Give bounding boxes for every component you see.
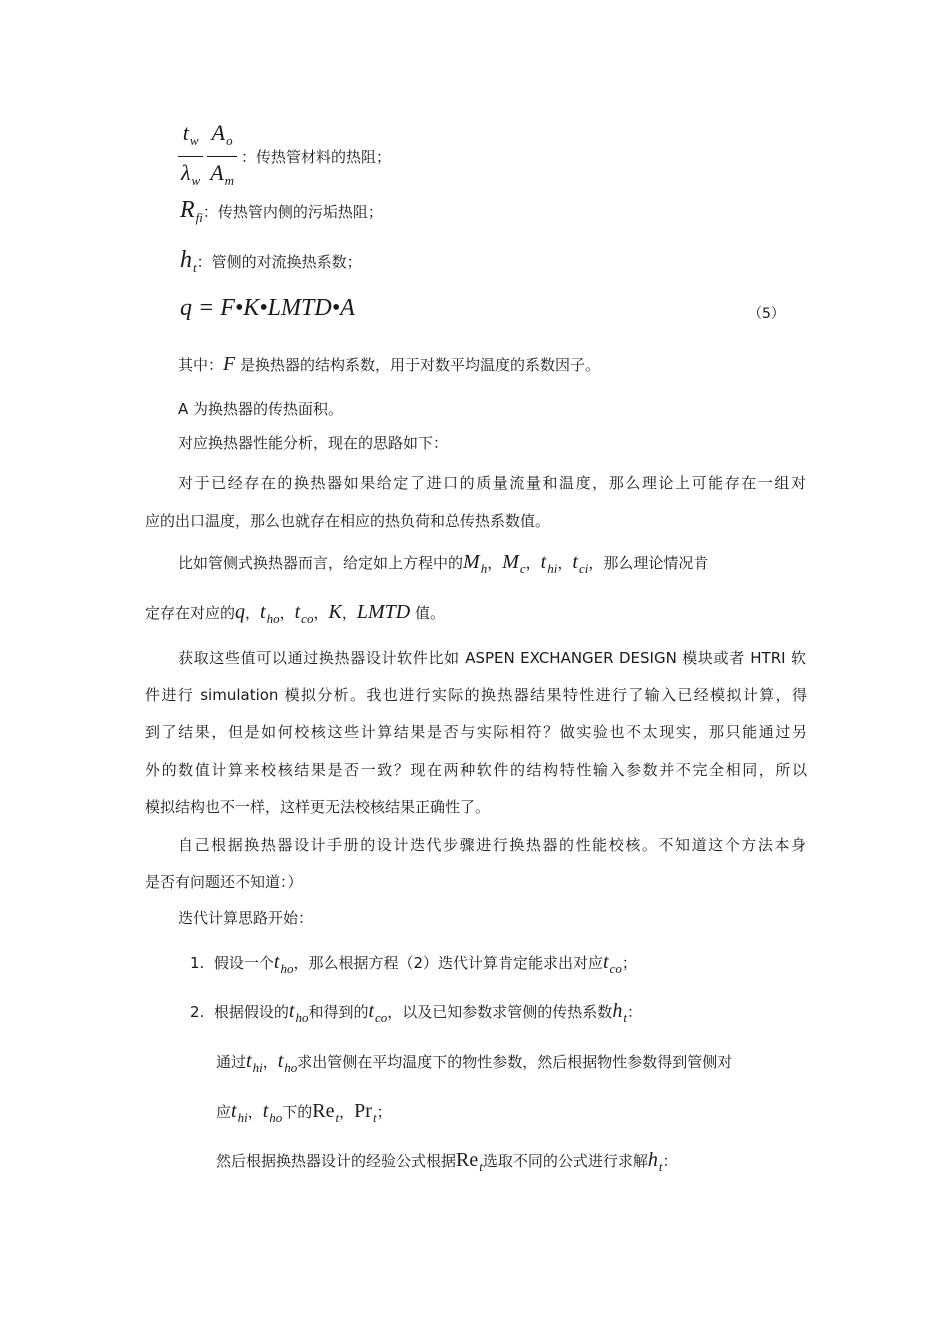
paragraph-6-line-5: 模拟结构也不一样，这样更无法校核结果正确性了。 [145,798,491,816]
wall-resistance-label: ：传热管材料的热阻； [241,148,392,166]
tco-symbol: $t_{co}$ [368,1000,388,1025]
f-definition-prefix: 其中： [178,356,224,374]
list-item-1-text-c: ； [621,954,637,972]
paragraph-6-line-1: 获取这些值可以通过换热器设计软件比如 ASPEN EXCHANGER DESIGN 模块或者 HTRI 软 [178,649,806,667]
sub-paragraph-3-text-c: ： [662,1152,678,1170]
paragraph-5-line-1: 比如管侧式换热器而言，给定如上方程中的$M_h$，$M_c$，$t_{hi}$，$t_{ci}$，那么理论情况肯 [178,551,709,576]
tho-symbol: $t_{ho}$ [273,951,294,976]
iteration-heading: 迭代计算思路开始： [178,909,314,927]
area-definition: A 为换热器的传热面积。 [178,400,344,418]
re-symbol: $Re_t$ [312,1100,340,1125]
paragraph-5-line-2-prefix: 定存在对应的 [145,604,236,622]
tho-symbol: $t_{ho}$ [288,1000,309,1025]
list-item-2 [190,1001,642,1028]
ht-symbol: $h_t$ [647,1149,663,1174]
f-definition-text: 是换热器的结构系数，用于对数平均温度的系数因子。 [240,356,601,374]
pr-symbol: $Pr_t$ [354,1100,377,1125]
paragraph-5-line-2: 定存在对应的q，$t_{ho}$，$t_{co}$，K，LMTD 值。 [145,601,445,626]
list-item-1-text-a: 假设一个 [213,954,274,972]
sub-paragraph-1-text-a: 通过 [216,1053,247,1071]
sub-paragraph-1: 通过$t_{hi}$，$t_{ho}$求出管侧在平均温度下的物性参数，然后根据物性参数得到管侧对 [216,1050,733,1075]
equation-number: （5） [748,306,785,322]
equation-5: q = F•K•LMTD•A [180,295,355,321]
analysis-intro: 对应换热器性能分析，现在的思路如下： [178,434,449,452]
sub-paragraph-3-text-b: 选取不同的公式进行求解 [482,1152,648,1170]
sub-paragraph-2-text-b: 下的 [282,1103,313,1121]
ht-symbol: $h_t$ [180,247,197,275]
list-item-2-text-b: 和得到的 [308,1003,369,1021]
tco-symbol: $t_{co}$ [294,601,314,626]
paragraph-6-line-3: 到了结果，但是如何校核这些计算结果是否与实际相符？做实验也不太现实，那只能通过另 [145,723,807,741]
fouling-resistance-line [180,197,383,230]
ht-symbol: $h_t$ [612,1000,627,1025]
list-item-2-number: 2. [190,1003,205,1021]
mh-symbol: $M_h$ [463,551,488,576]
tci-symbol: $t_{ci}$ [572,551,589,576]
list-item-1-number: 1. [190,954,205,972]
tube-coefficient-label: ：管侧的对流换热系数； [196,253,362,271]
list-item-1-text-b: ，那么根据方程（2）迭代计算肯定能求出对应 [293,954,603,972]
sub-paragraph-3-text-a: 然后根据换热器设计的经验公式根据 [216,1152,457,1170]
tho-symbol: $t_{ho}$ [262,1100,283,1125]
re-symbol: $Re_t$ [456,1149,483,1174]
thi-symbol: $t_{hi}$ [231,1100,248,1125]
list-item-2-text-a: 根据假设的 [213,1003,289,1021]
paragraph-6-line-4: 外的数值计算来校核结果是否一致？现在两种软件的结构特性输入参数并不完全相同，所以 [145,761,807,779]
tho-symbol: $t_{ho}$ [260,601,280,626]
paragraph-5-suffix: ，那么理论情况肯 [588,554,709,572]
list-item-2-text-c: ，以及已知参数求管侧的传热系数 [387,1003,613,1021]
sub-paragraph-2-text-a: 应 [216,1103,232,1121]
paragraph-7-line-2: 是否有问题还不知道：） [145,873,303,891]
tho-symbol: $t_{ho}$ [277,1050,298,1075]
q-symbol: q [235,601,246,623]
list-item-2-text-d: ： [626,1003,642,1021]
list-item-1 [190,952,637,979]
rfi-symbol: $R_{fi}$ [180,197,203,225]
fouling-resistance-label: ：传热管内侧的污垢热阻； [202,203,383,221]
sub-paragraph-1-text-b: 求出管侧在平均温度下的物性参数，然后根据物性参数得到管侧对 [297,1053,733,1071]
f-definition [178,354,600,375]
mc-symbol: $M_c$ [502,551,526,576]
tw-lambda-fraction: $\frac{t_w}{\lambda_w}$ [178,120,203,194]
k-symbol: K [328,601,342,623]
sub-paragraph-2: 应$t_{hi}$，$t_{ho}$下的$Re_t$，$Pr_t$； [216,1100,392,1125]
paragraph-4-line-1: 对于已经存在的换热器如果给定了进口的质量流量和温度，那么理论上可能存在一组对 [178,474,806,492]
sub-paragraph-2-text-c: ； [376,1103,392,1121]
paragraph-7-line-1: 自己根据换热器设计手册的设计迭代步骤进行换热器的性能校核。不知道这个方法本身 [178,836,806,854]
wall-resistance-line [178,120,391,190]
paragraph-6-line-2: 件进行 simulation 模拟分析。我也进行实际的换热器结果特性进行了输入已经模拟计算，得 [145,686,807,704]
paragraph-4-line-2: 应的出口温度，那么也就存在相应的热负荷和总传热系数值。 [145,512,551,530]
ao-am-fraction: $\frac{A_o}{A_m}$ [207,120,237,194]
paragraph-5-prefix: 比如管侧式换热器而言，给定如上方程中的 [178,554,464,572]
thi-symbol: $t_{hi}$ [246,1050,263,1075]
sub-paragraph-3 [216,1150,678,1177]
lmtd-symbol: LMTD [356,601,411,623]
tube-coefficient-line [180,247,362,280]
f-symbol: F [223,353,236,375]
paragraph-5-line-2-suffix: 值。 [414,604,445,622]
tco-symbol: $t_{co}$ [602,951,622,976]
thi-symbol: $t_{hi}$ [540,551,558,576]
